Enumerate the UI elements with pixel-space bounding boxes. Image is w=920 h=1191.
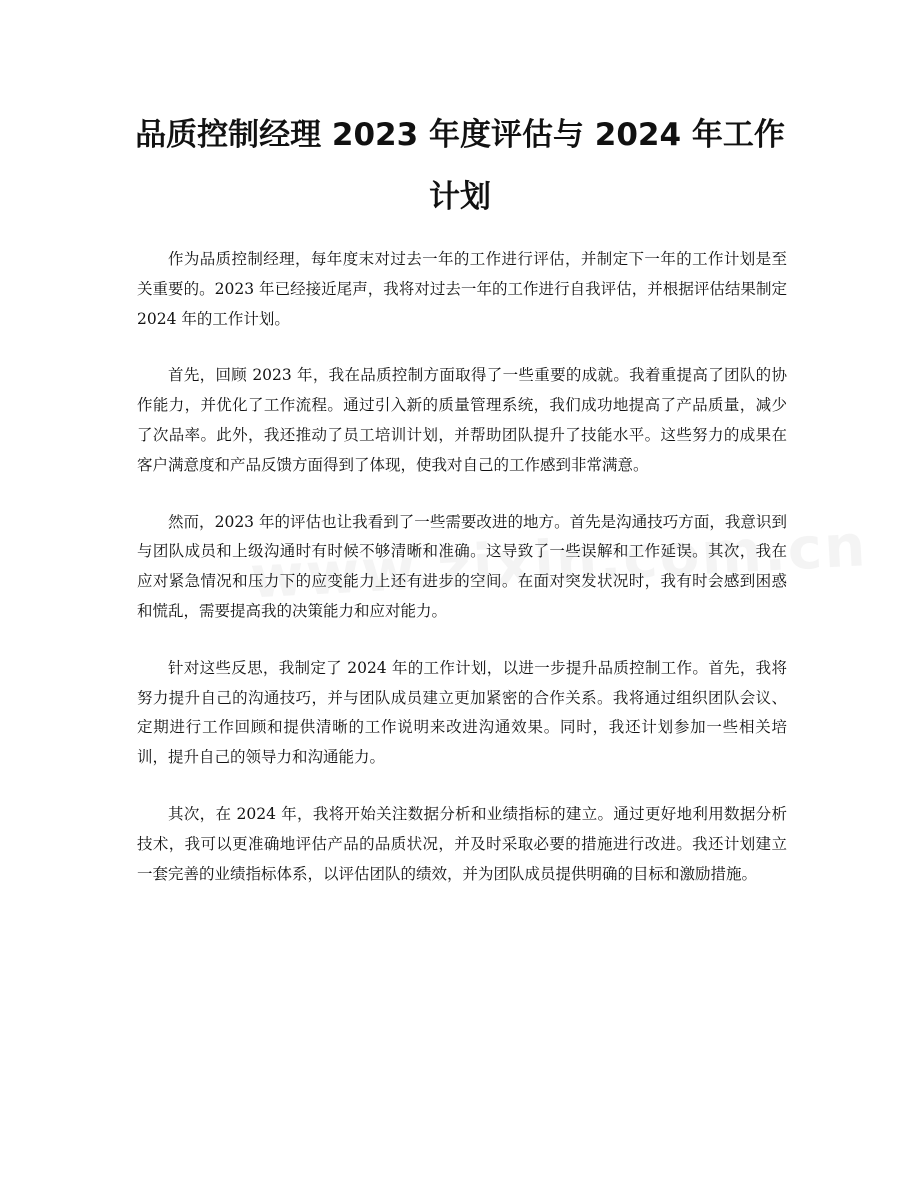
paragraph-improvements: 然而，2023 年的评估也让我看到了一些需要改进的地方。首先是沟通技巧方面，我意识到与团队成员和上级沟通时有时候不够清晰和准确。这导致了一些误解和工作延误。其次，我在应对紧急情况和压力下的应变能力上还有进步的空间。在面对突发状况时，我有时会感到困惑和慌乱，需要提高我的决策能力和应对能力。 [137, 512, 787, 620]
document-body [137, 245, 787, 916]
paragraph-achievements: 首先，回顾 2023 年，我在品质控制方面取得了一些重要的成就。我着重提高了团队的协作能力，并优化了工作流程。通过引入新的质量管理系统，我们成功地提高了产品质量，减少了次品率。此外，我还推动了员工培训计划，并帮助团队提升了技能水平。这些努力的成果在客户满意度和产品反馈方面得到了体现，使我对自己的工作感到非常满意。 [137, 366, 787, 474]
paragraph-intro: 作为品质控制经理，每年度末对过去一年的工作进行评估，并制定下一年的工作计划是至关重要的。2023 年已经接近尾声，我将对过去一年的工作进行自我评估，并根据评估结果制定 2024 年的工作计划。 [137, 250, 787, 328]
paragraph-plan-communication: 针对这些反思，我制定了 2024 年的工作计划，以进一步提升品质控制工作。首先，我将努力提升自己的沟通技巧，并与团队成员建立更加紧密的合作关系。我将通过组织团队会议、定期进行工作回顾和提供清晰的工作说明来改进沟通效果。同时，我还计划参加一些相关培训，提升自己的领导力和沟通能力。 [137, 658, 787, 767]
document-title: 品质控制经理 2023 年度评估与 2024 年工作计划 [135, 117, 785, 215]
paragraph-plan-data-analysis: 其次，在 2024 年，我将开始关注数据分析和业绩指标的建立。通过更好地利用数据分析技术，我可以更准确地评估产品的品质状况，并及时采取必要的措施进行改进。我还计划建立一套完善的业绩指标体系，以评估团队的绩效，并为团队成员提供明确的目标和激励措施。 [137, 804, 787, 883]
